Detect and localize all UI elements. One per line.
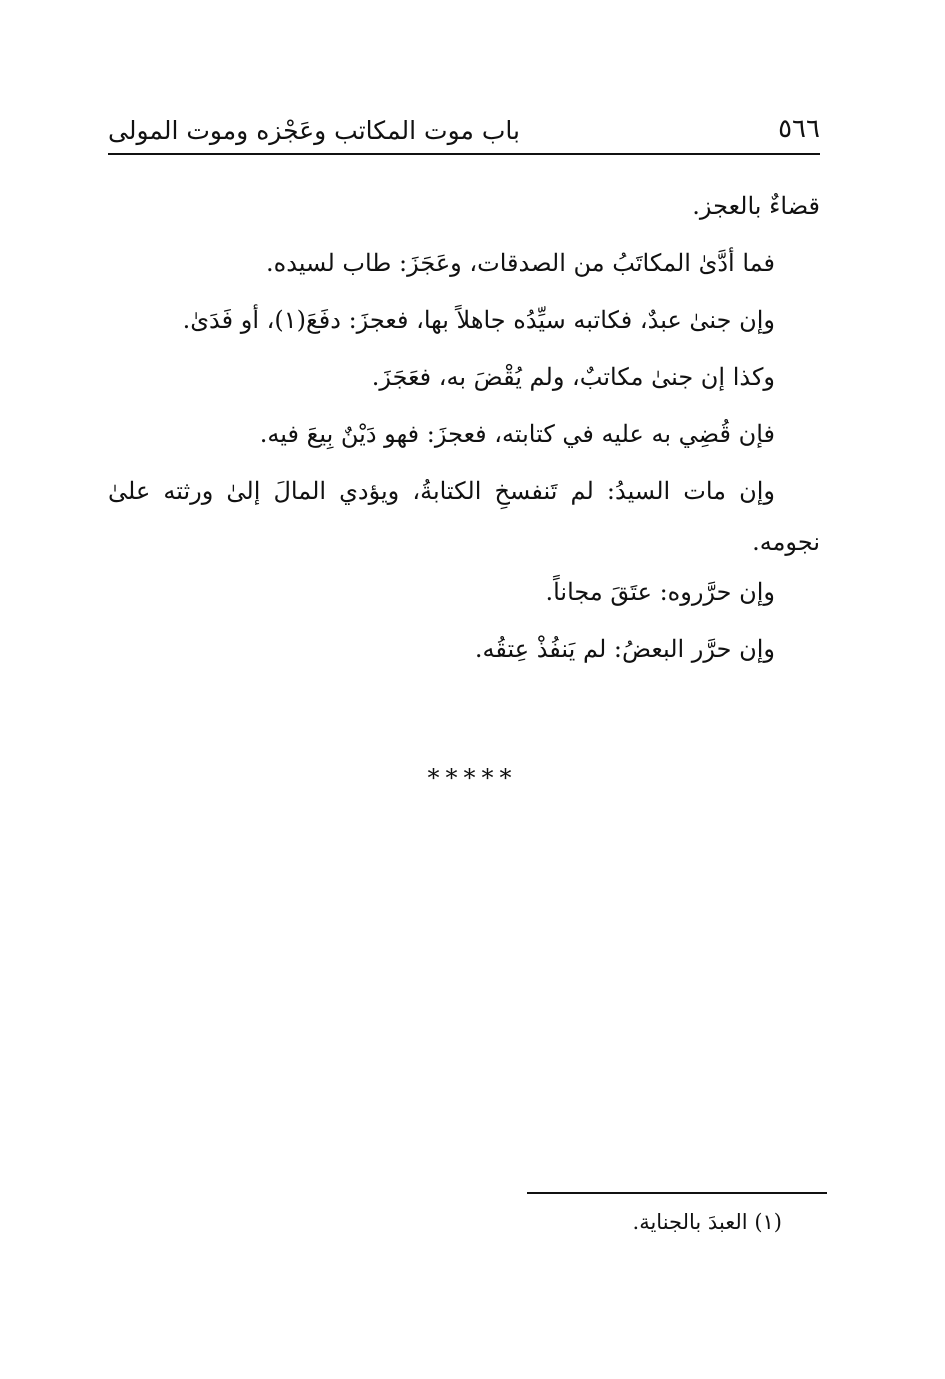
- footnote-rule: [527, 1192, 827, 1194]
- chapter-title: باب موت المكاتب وعَجْزه وموت المولى: [108, 116, 520, 145]
- header-rule: [108, 153, 820, 155]
- body-text: [108, 178, 820, 678]
- text-line: فما أدَّىٰ المكاتَبُ من الصدقات، وعَجَزَ: طاب لسيده.: [265, 249, 775, 277]
- text-line: وإن جنىٰ عبدٌ، فكاتبه سيِّدُه جاهلاً بها، فعجزَ: دفَعَ(١)، أو فَدَىٰ.: [182, 306, 775, 334]
- text-line: وإن حرَّر البعضُ: لم يَنفُذْ عِتقُه.: [474, 635, 775, 663]
- text-line: وإن مات السيدُ: لم تَنفسخِ الكتابةُ، ويؤدي المالَ إلىٰ ورثته علىٰ: [108, 477, 775, 505]
- footnote: (١) العبدَ بالجناية.: [632, 1210, 782, 1234]
- text-line: فإن قُضِي به عليه في كتابته، فعجزَ: فهو دَيْنٌ بِيعَ فيه.: [259, 420, 775, 448]
- running-header: [108, 112, 820, 156]
- text-line: نجومه.: [752, 528, 820, 556]
- section-separator: *****: [427, 764, 518, 792]
- text-line: قضاءٌ بالعجز.: [692, 192, 820, 220]
- text-line: وكذا إن جنىٰ مكاتبٌ، ولم يُقْضَ به، فعَجَزَ.: [371, 363, 775, 391]
- page-number: ٥٦٦: [778, 114, 820, 144]
- text-line: وإن حرَّروه: عتَقَ مجاناً.: [545, 578, 775, 606]
